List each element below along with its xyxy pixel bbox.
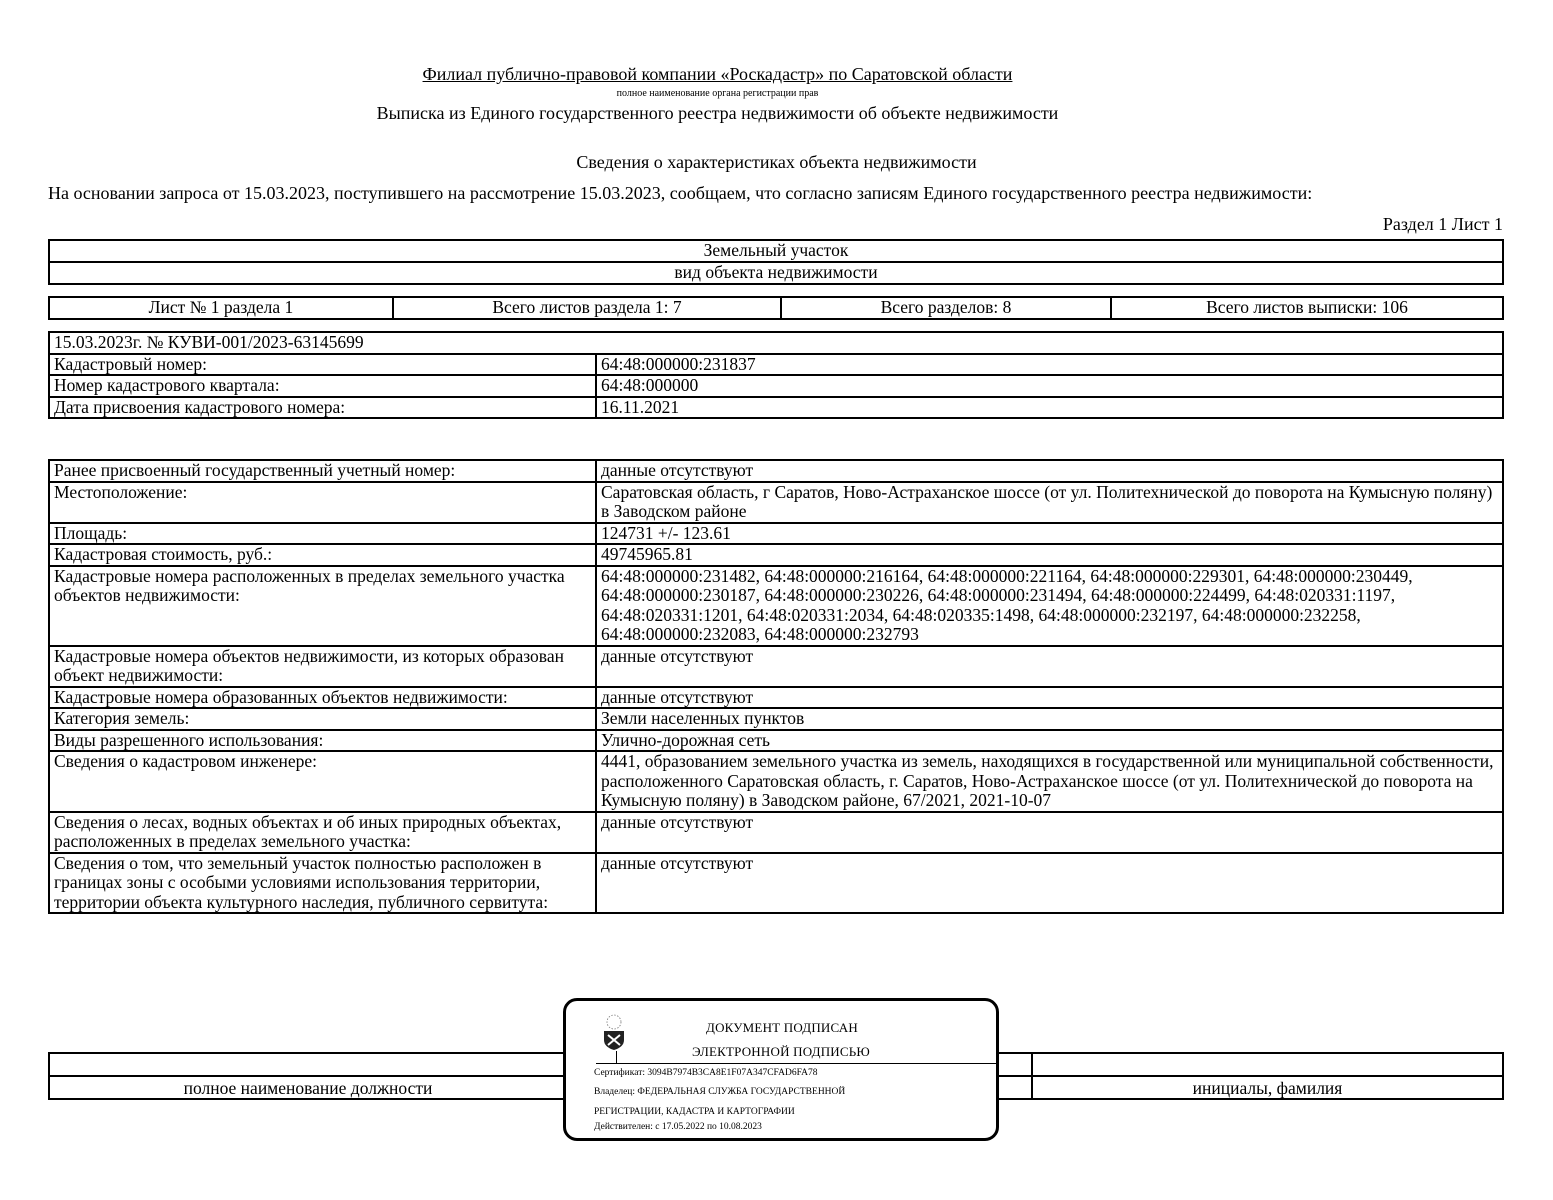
table-row [49, 708, 1503, 730]
organization-caption: полное наименование органа регистрации прав [616, 88, 819, 99]
table-row [49, 460, 1503, 482]
table-row [49, 751, 1503, 812]
stamp-certificate: Сертификат: 3094B7974B3CA8E1F07A347CFAD6FA78 [594, 1068, 818, 1078]
stamp-owner: Владелец: ФЕДЕРАЛЬНАЯ СЛУЖБА ГОСУДАРСТВЕННОЙ [594, 1087, 846, 1097]
section-reference: Раздел 1 Лист 1 [1382, 214, 1503, 234]
stamp-owner-continued: РЕГИСТРАЦИИ, КАДАСТРА И КАРТОГРАФИИ [594, 1107, 795, 1117]
row-value: данные отсутствуют [596, 853, 1503, 914]
row-label: Кадастровая стоимость, руб.: [49, 544, 596, 566]
row-label: Кадастровый номер: [49, 354, 596, 376]
table-row [49, 397, 1503, 419]
request-basis: На основании запроса от 15.03.2023, поступившего на рассмотрение 15.03.2023, сообщаем, что согласно записям Единого государственного реестра недвижимости: [48, 183, 1313, 203]
row-value: данные отсутствуют [596, 812, 1503, 853]
row-value: Улично-дорожная сеть [596, 730, 1503, 752]
row-label: Местоположение: [49, 482, 596, 523]
row-label: Номер кадастрового квартала: [49, 375, 596, 397]
row-value: 64:48:000000:231837 [596, 354, 1503, 376]
object-kind-table [48, 239, 1504, 285]
table-row [49, 375, 1503, 397]
table-row [49, 566, 1503, 646]
organization-name: Филиал публично-правовой компании «Роскадастр» по Саратовской области [422, 64, 1013, 84]
row-label: Площадь: [49, 523, 596, 545]
document-subtitle: Сведения о характеристиках объекта недвижимости [576, 152, 977, 172]
table-row [49, 646, 1503, 687]
sheet-number: Лист № 1 раздела 1 [49, 297, 393, 319]
row-label: Виды разрешенного использования: [49, 730, 596, 752]
row-label: Категория земель: [49, 708, 596, 730]
row-value: 4441, образованием земельного участка из земель, находящихся в государственной или муниципальной собственности, расположенного Саратовская область, г. Саратов, Ново-Астраханское шоссе (от ул. Политехнической до поворота на Кумысную поляну) в Заводском районе, 67/2021, 2021-10-07 [596, 751, 1503, 812]
row-label: Кадастровые номера образованных объектов недвижимости: [49, 687, 596, 709]
row-value: 16.11.2021 [596, 397, 1503, 419]
document-title: Выписка из Единого государственного реестра недвижимости об объекте недвижимости [376, 103, 1059, 123]
table-row [49, 687, 1503, 709]
coat-of-arms-icon [594, 1011, 634, 1051]
row-label: Кадастровые номера расположенных в пределах земельного участка объектов недвижимости: [49, 566, 596, 646]
row-label: Сведения о кадастровом инженере: [49, 751, 596, 812]
table-row [49, 354, 1503, 376]
position-caption: полное наименование должности [49, 1076, 567, 1099]
stamp-signed-line: ДОКУМЕНТ ПОДПИСАН [706, 1020, 858, 1035]
table-row [49, 544, 1503, 566]
row-value: 124731 +/- 123.61 [596, 523, 1503, 545]
row-value: данные отсутствуют [596, 460, 1503, 482]
total-sheets-extract: Всего листов выписки: 106 [1111, 297, 1503, 319]
table-row [49, 812, 1503, 853]
total-sections: Всего разделов: 8 [781, 297, 1111, 319]
table-row [49, 523, 1503, 545]
object-kind-value: Земельный участок [49, 240, 1503, 262]
electronic-signature-stamp [563, 998, 999, 1141]
row-value: 64:48:000000 [596, 375, 1503, 397]
name-caption: инициалы, фамилия [1032, 1076, 1503, 1099]
details-table [48, 459, 1504, 914]
row-value: 64:48:000000:231482, 64:48:000000:216164, 64:48:000000:221164, 64:48:000000:229301, 64:48:000000:230449, 64:48:000000:230187, 64:48:000000:230226, 64:48:000000:231494, 64:48:000000:224499, 64:48:020331:1197, 64:48:020331:1201, 64:48:020331:2034, 64:48:020335:1498, 64:48:000000:232197, 64:48:000000:232258, 64:48:000000:232083, 64:48:000000:232793 [596, 566, 1503, 646]
row-value: Земли населенных пунктов [596, 708, 1503, 730]
row-label: Сведения о лесах, водных объектах и об иных природных объектах, расположенных в пределах земельного участка: [49, 812, 596, 853]
name-field [1032, 1053, 1503, 1076]
stamp-divider [596, 1063, 996, 1064]
stamp-electronic-line: ЭЛЕКТРОННОЙ ПОДПИСЬЮ [692, 1044, 870, 1059]
stamp-validity: Действителен: с 17.05.2022 по 10.08.2023 [594, 1122, 762, 1132]
row-label: Ранее присвоенный государственный учетный номер: [49, 460, 596, 482]
row-value: данные отсутствуют [596, 687, 1503, 709]
sheets-table [48, 296, 1504, 320]
total-sheets-section: Всего листов раздела 1: 7 [393, 297, 781, 319]
position-field [49, 1053, 567, 1076]
table-row [49, 482, 1503, 523]
row-value: Саратовская область, г Саратов, Ново-Астраханское шоссе (от ул. Политехнической до поворота на Кумысную поляну) в Заводском районе [596, 482, 1503, 523]
request-number: 15.03.2023г. № КУВИ-001/2023-63145699 [49, 332, 1503, 354]
table-row [49, 853, 1503, 914]
row-label: Сведения о том, что земельный участок полностью расположен в границах зоны с особыми условиями использования территории, территории объекта культурного наследия, публичного сервитута: [49, 853, 596, 914]
object-kind-caption: вид объекта недвижимости [49, 262, 1503, 284]
row-value: данные отсутствуют [596, 646, 1503, 687]
main-identifiers-table [48, 331, 1504, 419]
row-label: Дата присвоения кадастрового номера: [49, 397, 596, 419]
row-value: 49745965.81 [596, 544, 1503, 566]
stamp-divider-tick [616, 1051, 617, 1063]
row-label: Кадастровые номера объектов недвижимости, из которых образован объект недвижимости: [49, 646, 596, 687]
table-row [49, 730, 1503, 752]
